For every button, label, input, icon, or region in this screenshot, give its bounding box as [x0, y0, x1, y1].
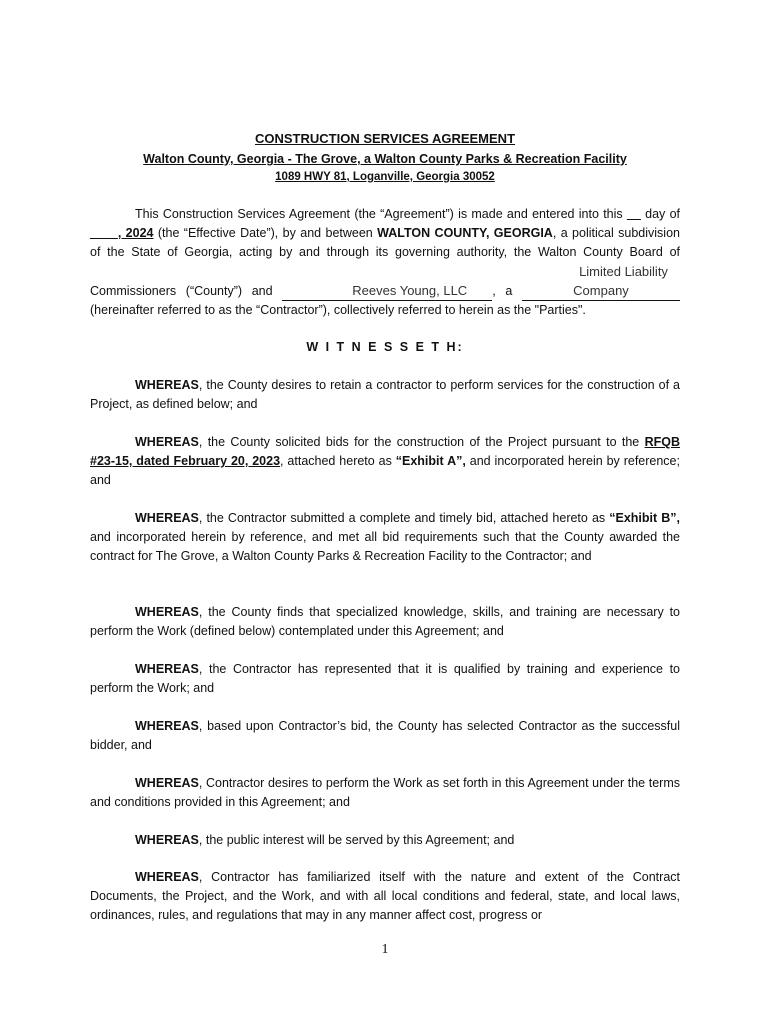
whereas-paragraph-1: WHEREAS, the County desires to retain a contractor to perform services for the construction of a Project, as defined below; and	[90, 378, 680, 411]
agreement-title: CONSTRUCTION SERVICES AGREEMENT	[254, 131, 516, 146]
witnesseth-heading: W I T N E S S E T H:	[306, 340, 464, 354]
whereas-paragraph-2: WHEREAS, the County solicited bids for the construction of the Project pursuant to the RFQB #23-15, dated February 20, 2023, attached hereto as “Exhibit A”, and incorporated herein by reference; and	[90, 435, 680, 487]
whereas-paragraph-8: WHEREAS, the public interest will be served by this Agreement; and	[135, 833, 515, 847]
page-number: 1	[381, 942, 389, 957]
day-blank[interactable]: __	[626, 207, 641, 221]
county-name: WALTON COUNTY, GEORGIA	[377, 226, 553, 240]
exhibit-a-label: “Exhibit A”,	[395, 454, 466, 468]
month-blank[interactable]: ____	[90, 226, 118, 240]
whereas-paragraph-4: WHEREAS, the County finds that specialized knowledge, skills, and training are necessary to perform the Work (defined below) contemplated under this Agreement; and	[90, 605, 680, 638]
agreement-subtitle: Walton County, Georgia - The Grove, a Walton County Parks & Recreation Facility	[143, 152, 627, 166]
year-text: , 2024	[117, 226, 154, 240]
contractor-name-field[interactable]: Reeves Young, LLC	[282, 281, 492, 301]
whereas-paragraph-7: WHEREAS, Contractor desires to perform the Work as set forth in this Agreement under the terms and conditions provided in this Agreement; and	[90, 776, 680, 809]
facility-address: 1089 HWY 81, Loganville, Georgia 30052	[275, 171, 495, 183]
intro-paragraph: This Construction Services Agreement (the “Agreement”) is made and entered into this __ day of ____, 2024 (the “Effective Date”), by and between WALTON COUNTY, GEORGIA, a political subdivision of the State of Georgia, acting by and through its governing authority, the Walton County Board of Commissioners (“County”) and Reeves Young, LLC , a Limited Liability Company (hereinafter referred to as the “Contractor”), collectively referred to herein as the "Parties".	[90, 207, 680, 317]
whereas-paragraph-9: WHEREAS, Contractor has familiarized itself with the nature and extent of the Contract Documents, the Project, and the Work, and with all local conditions and federal, state, and local laws, ordinances, rules, and regulations that may in any manner affect cost, progress or	[90, 870, 680, 922]
whereas-paragraph-6: WHEREAS, based upon Contractor’s bid, the County has selected Contractor as the successful bidder, and	[90, 719, 680, 752]
contractor-type-field[interactable]: Limited Liability Company	[522, 262, 680, 301]
rfqb-reference: RFQB #23-15, dated February 20, 2023	[90, 435, 680, 468]
whereas-paragraph-5: WHEREAS, the Contractor has represented that it is qualified by training and experience to perform the Work; and	[90, 662, 680, 695]
exhibit-b-label: “Exhibit B”,	[609, 511, 680, 525]
whereas-paragraph-3: WHEREAS, the Contractor submitted a complete and timely bid, attached hereto as “Exhibit B”, and incorporated herein by reference, and met all bid requirements such that the County awarded the contract for The Grove, a Walton County Parks & Recreation Facility to the Contractor; and	[90, 511, 680, 563]
